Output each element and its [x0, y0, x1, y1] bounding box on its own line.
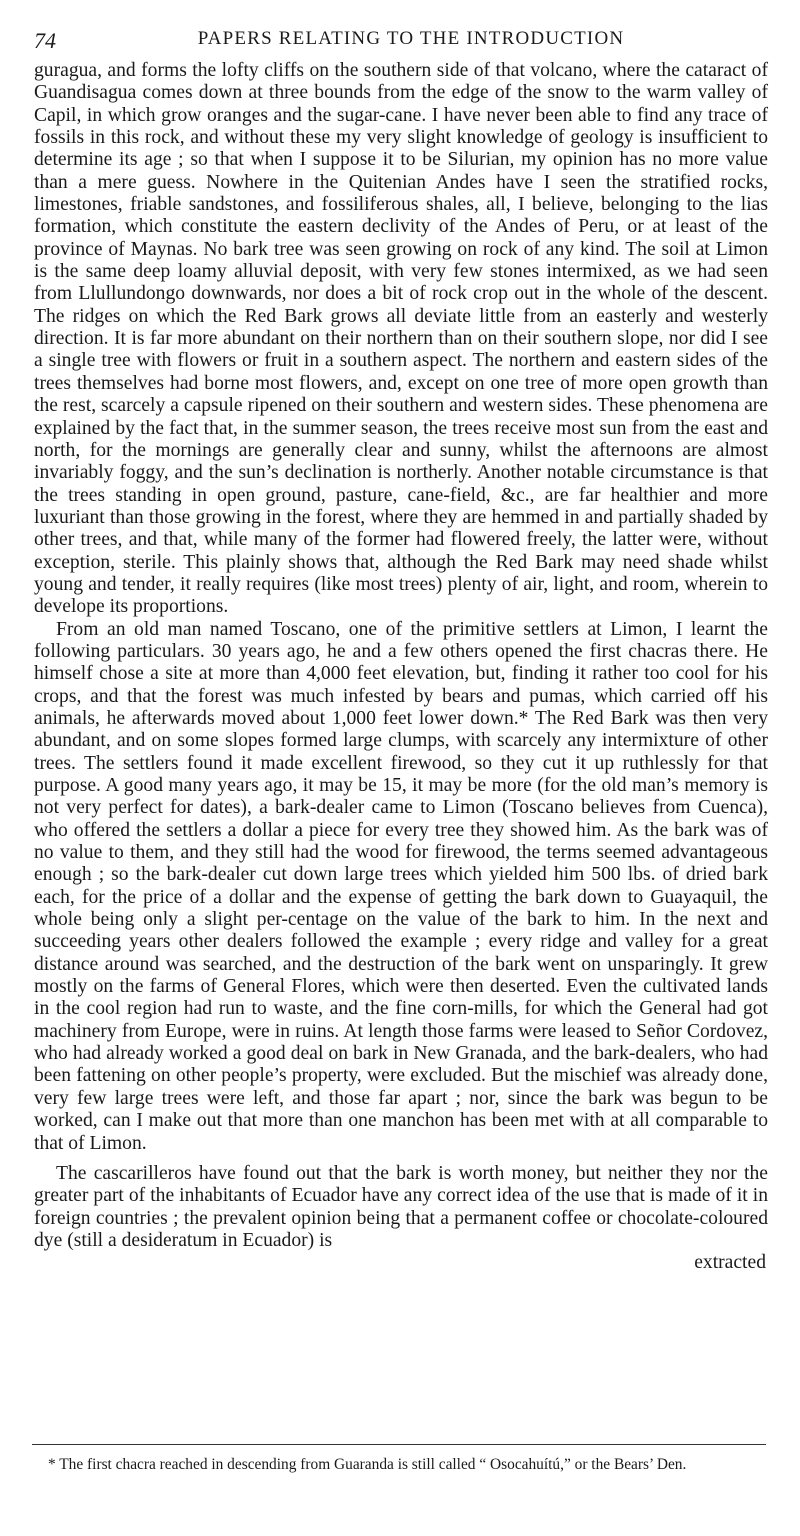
running-head: [34, 26, 768, 60]
footnote: * The first chacra reached in descending from Guaranda is still called “ Osocahuítú,” or the Bears’ Den.: [48, 1456, 687, 1473]
catchword: extracted: [694, 1252, 766, 1274]
paragraph-cascarilleros: The cascarilleros have found out that the bark is worth money, but neither they nor the greater part of the inhabitants of Ecuador have any correct idea of the use that is made of it in foreign countries ; the prevalent opinion being that a permanent coffee or chocolate-coloured dye (still a desideratum in Ecuador) is: [34, 1162, 768, 1251]
book-page: [34, 26, 768, 1274]
footnote-divider: [32, 1444, 766, 1445]
paragraph-continued: guragua, and forms the lofty cliffs on the southern side of that volcano, where the cataract of Guandisagua comes down at three bounds from the edge of the snow to the warm valley of Capil, in which grow oranges and the sugar-cane. I have never been able to find any trace of fossils in this rock, and without these my very slight knowledge of geology is insufficient to determine its age ; so that when I suppose it to be Silurian, my opinion has no more value than a mere guess. Nowhere in the Quitenian Andes have I seen the stratified rocks, limestones, friable sandstones, and fossiliferous shales, all, I believe, belonging to the lias formation, which constitute the eastern declivity of the Andes of Peru, or at least of the province of Maynas. No bark tree was seen growing on rock of any kind. The soil at Limon is the same deep loamy alluvial deposit, with very few stones intermixed, as we had seen from Llullundongo downwards, nor does a bit of rock crop out in the whole of the descent. The ridges on which the Red Bark grows all deviate little from an easterly and westerly direction. It is far more abundant on their northern than on their southern slope, nor did I see a single tree with flowers or fruit in a southern aspect. The northern and eastern sides of the trees themselves had borne most flowers, and, except on one tree of more open growth than the rest, scarcely a capsule ripened on their southern and western sides. These phenomena are explained by the fact that, in the summer season, the trees receive most sun from the east and north, for the mornings are generally clear and sunny, whilst the afternoons are almost invariably foggy, and the sun’s declination is northerly. Another notable circumstance is that the trees standing in open ground, pasture, cane-field, &c., are far healthier and more luxuriant than those growing in the forest, where they are hemmed in and partially shaded by other trees, and that, while many of the former had flowered freely, the latter were, without exception, sterile. This plainly shows that, although the Red Bark may need shade whilst young and tender, it really requires (like most trees) plenty of air, light, and room, wherein to develope its proportions.: [34, 60, 768, 618]
page-number: 74: [34, 28, 56, 53]
main-text: [34, 60, 768, 1274]
paragraph-toscano: From an old man named Toscano, one of the primitive settlers at Limon, I learnt the following particulars. 30 years ago, he and a few others opened the first chacras there. He himself chose a site at more than 4,000 feet elevation, but, finding it rather too cool for his crops, and that the forest was much infested by bears and pumas, which carried off his animals, he afterwards moved about 1,000 feet lower down.* The Red Bark was then very abundant, and on some slopes formed large clumps, with scarcely any intermixture of other trees. The settlers found it made excellent firewood, so they cut it up ruthlessly for that purpose. A good many years ago, it may be 15, it may be more (for the old man’s memory is not very perfect for dates), a bark-dealer came to Limon (Toscano believes from Cuenca), who offered the settlers a dollar a piece for every tree they showed him. As the bark was of no value to them, and they still had the wood for firewood, the terms seemed advantageous enough ; so the bark-dealer cut down large trees which yielded him 500 lbs. of dried bark each, for the price of a dollar and the expense of getting the bark down to Guayaquil, the whole being only a slight per-centage on the value of the bark to him. In the next and succeeding years other dealers followed the example ; every ridge and valley for a great distance around was searched, and the destruction of the bark went on unsparingly. It grew mostly on the farms of General Flores, which were then deserted. Even the cultivated lands in the cool region had run to waste, and the fine corn-mills, for which the General had got machinery from Europe, were in ruins. At length those farms were leased to Señor Cordovez, who had already worked a good deal on bark in New Granada, and the bark-dealers, who had been fattening on other people’s property, were excluded. But the mischief was already done, very few large trees were left, and those far apart ; nor, since the bark was begun to be worked, can I make out that more than one manchon has been met with at all comparable to that of Limon.: [34, 618, 768, 1154]
running-title: PAPERS RELATING TO THE INTRODUCTION: [197, 28, 625, 49]
